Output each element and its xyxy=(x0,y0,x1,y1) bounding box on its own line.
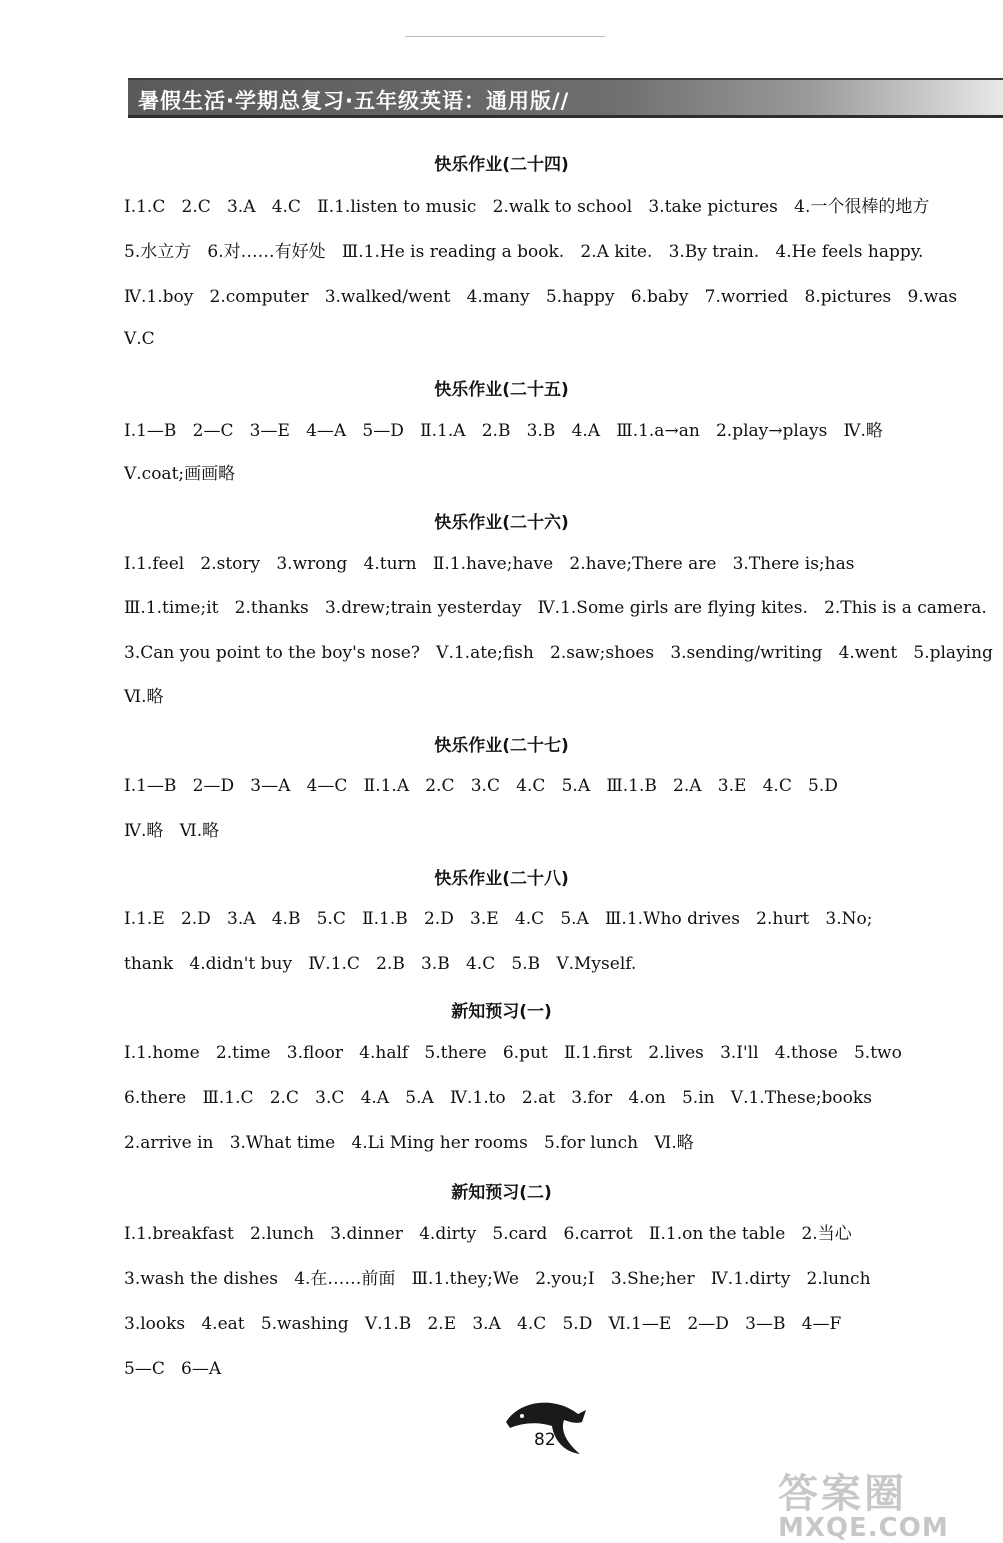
answer-line: 5.水立方 6.对……有好处 Ⅲ.1.He is reading a book. 2.A kite. 3.By train. 4.He feels happy. xyxy=(124,242,924,262)
answer-line: Ⅰ.1—B 2—C 3—E 4—A 5—D Ⅱ.1.A 2.B 3.B 4.A Ⅲ.1.a→an 2.play→plays Ⅳ.略 xyxy=(124,421,883,441)
watermark xyxy=(778,1462,998,1543)
dolphin-logo-icon xyxy=(500,1392,590,1462)
answer-line: 3.looks 4.eat 5.washing Ⅴ.1.B 2.E 3.A 4.C 5.D Ⅵ.1—E 2—D 3—B 4—F xyxy=(124,1314,842,1334)
answer-line: Ⅰ.1—B 2—D 3—A 4—C Ⅱ.1.A 2.C 3.C 4.C 5.A Ⅲ.1.B 2.A 3.E 4.C 5.D xyxy=(124,776,838,796)
answer-line: Ⅰ.1.E 2.D 3.A 4.B 5.C Ⅱ.1.B 2.D 3.E 4.C 5.A Ⅲ.1.Who drives 2.hurt 3.No; xyxy=(124,909,873,929)
section-title: 新知预习(一) xyxy=(451,1002,552,1022)
answer-line: Ⅴ.C xyxy=(124,329,155,349)
answer-line: Ⅴ.coat;画画略 xyxy=(124,464,236,484)
answer-line: Ⅰ.1.home 2.time 3.floor 4.half 5.there 6.put Ⅱ.1.first 2.lives 3.I'll 4.those 5.two xyxy=(124,1043,902,1063)
answer-line: 2.arrive in 3.What time 4.Li Ming her rooms 5.for lunch Ⅵ.略 xyxy=(124,1133,694,1153)
answer-line: Ⅲ.1.time;it 2.thanks 3.drew;train yesterday Ⅳ.1.Some girls are flying kites. 2.This is a camera. xyxy=(124,598,987,618)
page-number: 82 xyxy=(534,1430,556,1450)
watermark-url: MXQE.COM xyxy=(778,1513,949,1543)
header-title: 暑假生活·学期总复习·五年级英语：通用版// xyxy=(138,89,570,113)
answer-line: Ⅰ.1.feel 2.story 3.wrong 4.turn Ⅱ.1.have;have 2.have;There are 3.There is;has xyxy=(124,554,855,574)
answer-line: Ⅰ.1.breakfast 2.lunch 3.dinner 4.dirty 5.card 6.carrot Ⅱ.1.on the table 2.当心 xyxy=(124,1224,852,1244)
answer-line: 3.wash the dishes 4.在……前面 Ⅲ.1.they;We 2.you;I 3.She;her Ⅳ.1.dirty 2.lunch xyxy=(124,1269,871,1289)
answer-line: 5—C 6—A xyxy=(124,1359,222,1379)
answer-line: thank 4.didn't buy Ⅳ.1.C 2.B 3.B 4.C 5.B Ⅴ.Myself. xyxy=(124,954,637,974)
section-title: 新知预习(二) xyxy=(451,1183,552,1203)
answer-line: Ⅳ.略 Ⅵ.略 xyxy=(124,821,220,841)
answer-line: 6.there Ⅲ.1.C 2.C 3.C 4.A 5.A Ⅳ.1.to 2.at 3.for 4.on 5.in Ⅴ.1.These;books xyxy=(124,1088,872,1108)
header-banner xyxy=(128,78,1003,118)
section-title: 快乐作业(二十八) xyxy=(434,869,569,889)
section-title: 快乐作业(二十六) xyxy=(434,513,569,533)
answer-line: Ⅵ.略 xyxy=(124,687,164,707)
watermark-text: 答案圈 xyxy=(778,1471,907,1517)
answer-line: Ⅳ.1.boy 2.computer 3.walked/went 4.many 5.happy 6.baby 7.worried 8.pictures 9.was xyxy=(124,287,958,307)
section-title: 快乐作业(二十四) xyxy=(434,155,569,175)
answer-line: Ⅰ.1.C 2.C 3.A 4.C Ⅱ.1.listen to music 2.walk to school 3.take pictures 4.一个很棒的地方 xyxy=(124,197,930,217)
section-title: 快乐作业(二十五) xyxy=(434,380,569,400)
top-rule xyxy=(405,36,605,37)
answer-line: 3.Can you point to the boy's nose? Ⅴ.1.ate;fish 2.saw;shoes 3.sending/writing 4.went 5.playing xyxy=(124,643,993,663)
section-title: 快乐作业(二十七) xyxy=(434,736,569,756)
